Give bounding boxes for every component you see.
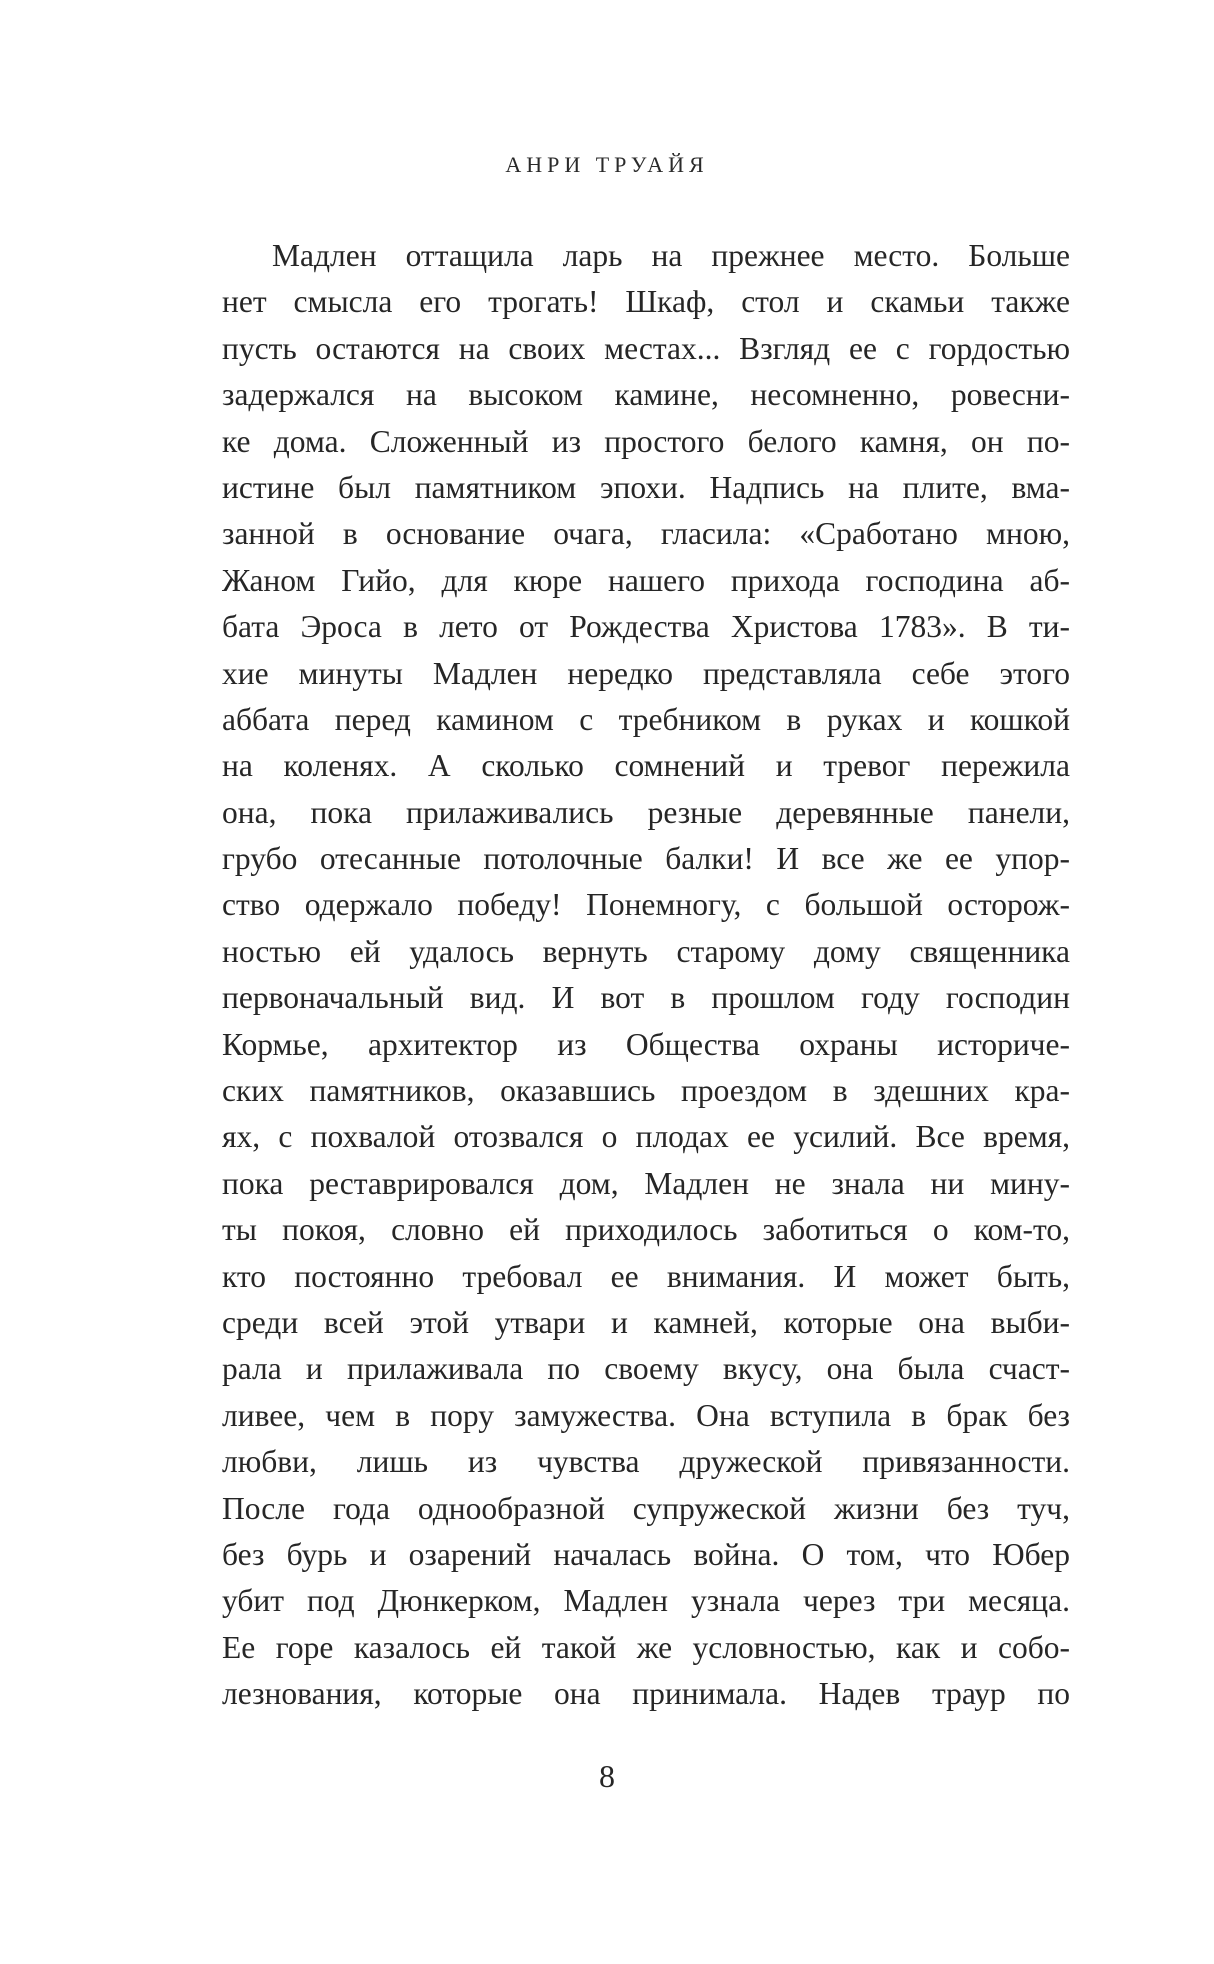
text-line: Жаном Гийо, для кюре нашего прихода господина аб- xyxy=(222,562,1070,598)
text-line: ты покоя, словно ей приходилось заботиться о ком-то, xyxy=(222,1212,1070,1248)
text-line: Кормье, архитектор из Общества охраны историче- xyxy=(222,1026,1070,1062)
text-line: ливее, чем в пору замужества. Она вступила в брак без xyxy=(222,1397,1070,1433)
text-line: ностью ей удалось вернуть старому дому священника xyxy=(222,933,1070,969)
text-line: убит под Дюнкерком, Мадлен узнала через три месяца. xyxy=(222,1583,1070,1619)
text-line: первоначальный вид. И вот в прошлом году господин xyxy=(222,980,1070,1016)
text-line: любви, лишь из чувства дружеской привязанности. xyxy=(222,1444,1070,1480)
text-line: занной в основание очага, гласила: «Сработано мною, xyxy=(222,516,1070,552)
text-line: на коленях. А сколько сомнений и тревог пережила xyxy=(222,748,1070,784)
text-line: без бурь и озарений началась война. О том, что Юбер xyxy=(222,1536,1070,1572)
text-line: лезнования, которые она принимала. Надев траур по xyxy=(222,1676,1070,1712)
text-line: среди всей этой утвари и камней, которые она выби- xyxy=(222,1304,1070,1340)
text-line: ство одержало победу! Понемногу, с большой осторож- xyxy=(222,887,1070,923)
text-line: истине был памятником эпохи. Надпись на плите, вма- xyxy=(222,469,1070,505)
body-text xyxy=(222,233,1070,1718)
text-line: ских памятников, оказавшись проездом в здешних кра- xyxy=(222,1073,1070,1109)
text-line: грубо отесанные потолочные балки! И все же ее упор- xyxy=(222,841,1070,877)
text-line: ях, с похвалой отозвался о плодах ее усилий. Все время, xyxy=(222,1119,1070,1155)
running-head-author: АНРИ ТРУАЙЯ xyxy=(505,152,709,177)
text-line: ке дома. Сложенный из простого белого камня, он по- xyxy=(222,423,1070,459)
text-line: кто постоянно требовал ее внимания. И может быть, xyxy=(222,1258,1070,1294)
text-line: Ее горе казалось ей такой же условностью, как и собо- xyxy=(222,1629,1070,1665)
text-line: рала и прилаживала по своему вкусу, она была счаст- xyxy=(222,1351,1070,1387)
page-number: 8 xyxy=(599,1758,615,1794)
text-line: пусть остаются на своих местах... Взгляд ее с гордостью xyxy=(222,330,1070,366)
text-line: нет смысла его трогать! Шкаф, стол и скамьи также xyxy=(222,284,1070,320)
text-line: она, пока прилаживались резные деревянные панели, xyxy=(222,794,1070,830)
text-line: аббата перед камином с требником в руках и кошкой xyxy=(222,701,1070,737)
text-line: Мадлен оттащила ларь на прежнее место. Больше xyxy=(272,238,1070,273)
text-line: пока реставрировался дом, Мадлен не знала ни мину- xyxy=(222,1165,1070,1201)
text-line: задержался на высоком камине, несомненно, ровесни- xyxy=(222,377,1070,413)
text-line: хие минуты Мадлен нередко представляла себе этого xyxy=(222,655,1070,691)
text-line: бата Эроса в лето от Рождества Христова 1783». В ти- xyxy=(222,609,1070,645)
text-line: После года однообразной супружеской жизни без туч, xyxy=(222,1490,1070,1526)
